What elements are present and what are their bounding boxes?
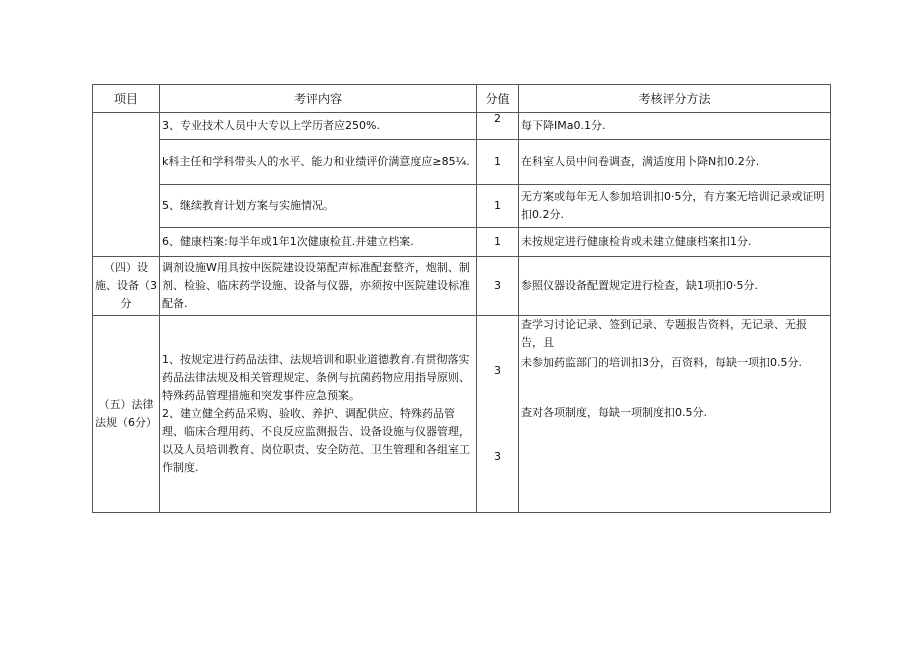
header-row	[93, 85, 831, 113]
item-cell-empty	[93, 113, 160, 257]
score-cell	[477, 316, 519, 513]
method-paragraph: 查学习讨论记录、签到记录、专题报告资料，无记录、无报告，且	[521, 318, 807, 349]
content-cell: 调剂设施W用具按中医院建设设第配声标准配套整齐，炮制、制剂、检验、临床药学设施、设备与仪器，亦须按中医院建设标准配备.	[160, 257, 477, 316]
method-cell: 参照仪器设备配置规定进行检查，缺1项扣0·5分.	[519, 257, 831, 316]
content-cell: 3、专业技术人员中大专以上学历者应250%.	[160, 113, 477, 140]
table-row-section4	[93, 257, 831, 316]
header-method: 考核评分方法	[519, 85, 831, 113]
score-stack	[477, 316, 518, 512]
item-cell: （五）法律法规（6分）	[93, 316, 160, 513]
content-paragraph: 2、建立健全药品采购、验收、养护、调配供应、特殊药品管理、临床合理用药、不良反应监测报告、设备设施与仪器管理，以及人员培训教育、岗位职责、安全防范、卫生管理和各组室工作制度.	[162, 407, 470, 474]
item-cell: （四）设施、设备（3分	[93, 257, 160, 316]
method-paragraph: 未参加药监部门的培训扣3分，百资料，每缺一项扣0.5分.	[521, 356, 802, 369]
method-paragraph: 查对各项制度，每缺一项制度扣0.5分.	[521, 406, 707, 419]
method-cell: 每下降IMa0.1分.	[519, 113, 831, 140]
method-cell: 无方案或每年无人参加培训扣0·5分，有方案无培训记录或证明扣0.2分.	[519, 185, 831, 228]
content-paragraph: 1、按规定进行药品法律、法规培训和职业道德教育.有贯彻落实药品法律法规及相关管理规定、条例与抗菌药物应用指导原则、特殊药品管理措施和突发事件应急预案。	[162, 353, 470, 402]
header-score: 分值	[477, 85, 519, 113]
score-cell: 3	[477, 257, 519, 316]
score-cell: 1	[477, 228, 519, 257]
score-cell: 1	[477, 185, 519, 228]
table-row	[93, 228, 831, 257]
score-cell: 2	[477, 113, 519, 140]
content-cell: 6、健康档案:每半年或1年1次健康检苴.并建立档案.	[160, 228, 477, 257]
table-row	[93, 140, 831, 185]
method-cell: 未按规定进行健康检肯或未建立健康档案扣1分.	[519, 228, 831, 257]
method-cell	[519, 316, 831, 513]
score-value: 3	[494, 364, 501, 377]
table-row	[93, 185, 831, 228]
score-value: 3	[494, 450, 501, 463]
method-cell: 在科室人员中问卷调查，满适度用卜降N扣0.2分.	[519, 140, 831, 185]
table-row-section5	[93, 316, 831, 513]
header-content: 考评内容	[160, 85, 477, 113]
table-row	[93, 113, 831, 140]
content-cell: 5、继续教育计划方案与实施情况。	[160, 185, 477, 228]
header-item: 项目	[93, 85, 160, 113]
evaluation-table	[92, 84, 831, 513]
content-cell	[160, 316, 477, 513]
content-cell: k科主任和学科带头人的水平、能力和业绩评价满意度应≥85¼.	[160, 140, 477, 185]
score-cell: 1	[477, 140, 519, 185]
